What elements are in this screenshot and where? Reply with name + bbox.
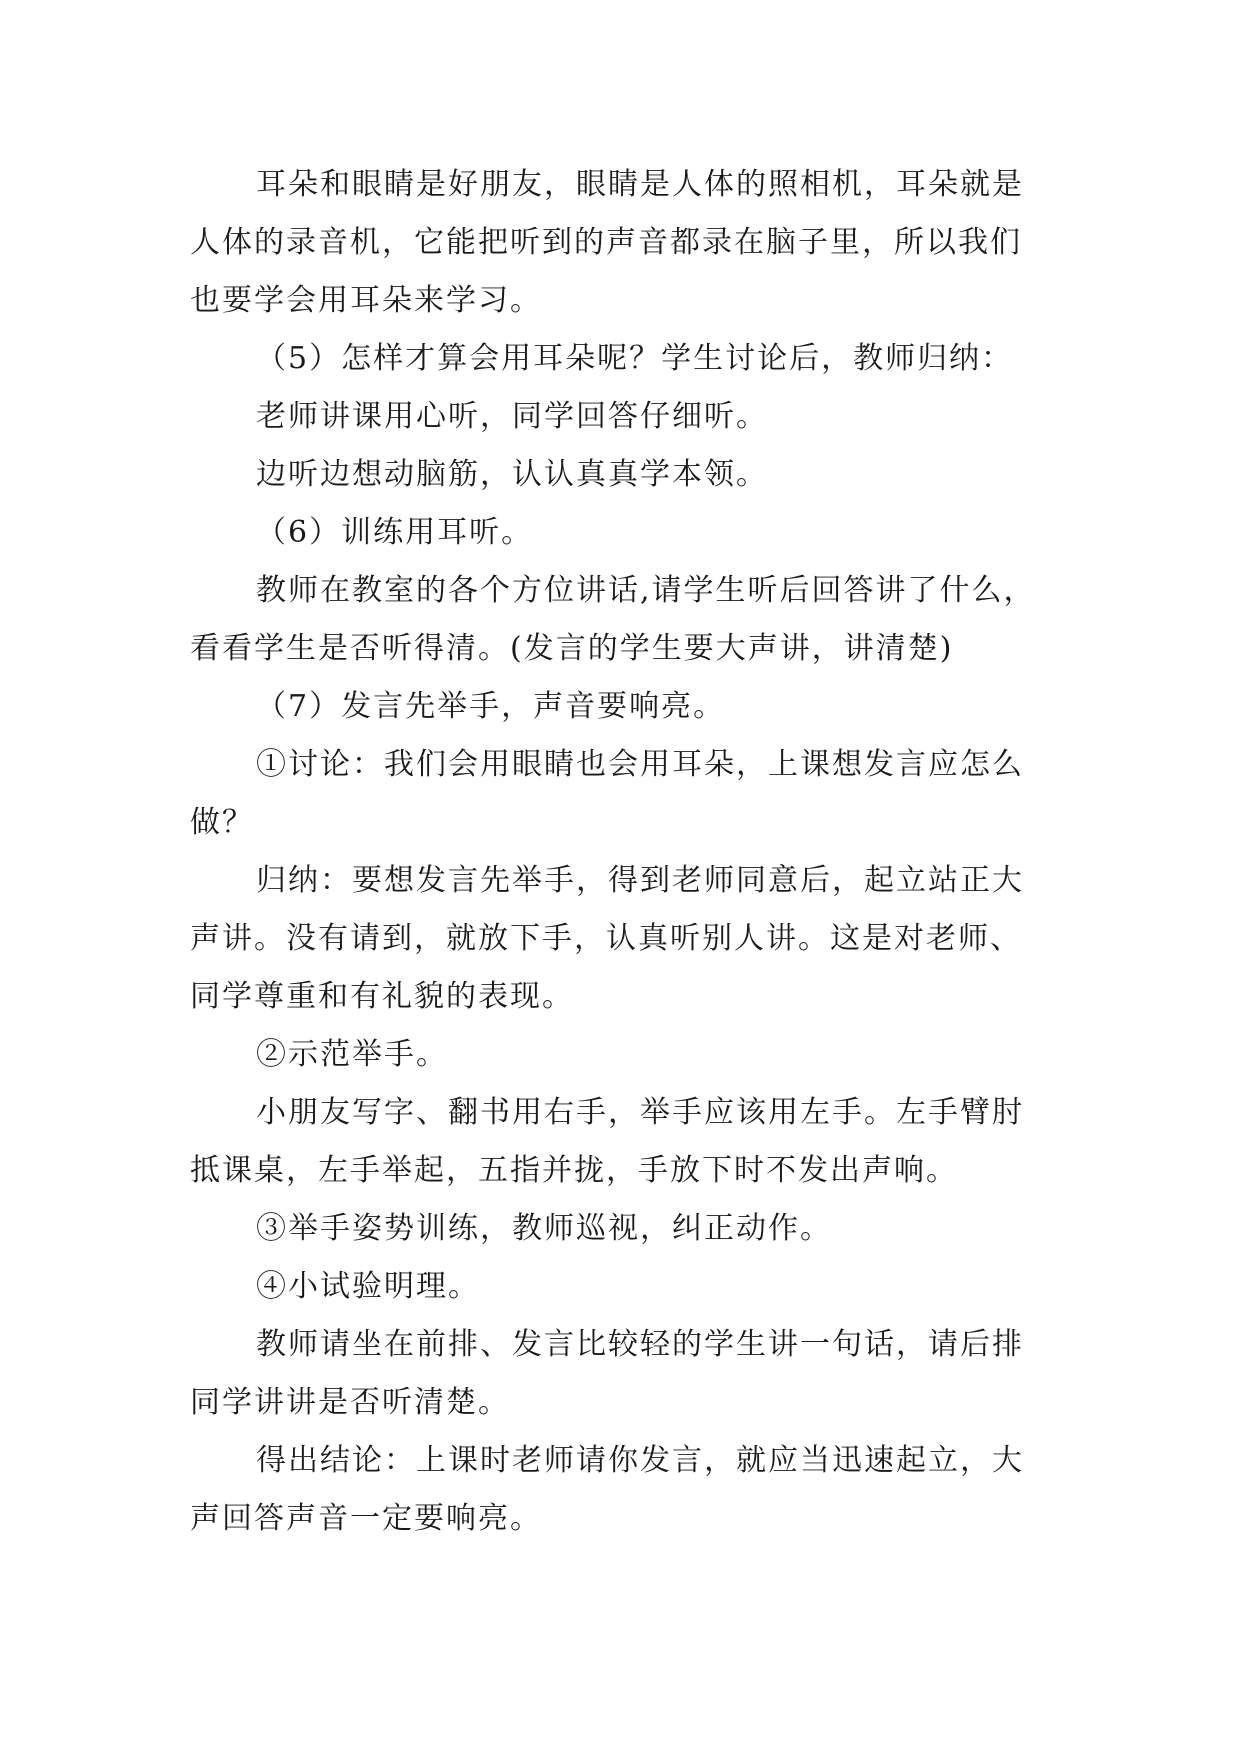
paragraph-13: ④小试验明理。 [256, 1269, 480, 1304]
paragraph-8: ①讨论：我们会用眼睛也会用耳朵，上课想发言应怎么做？ [190, 747, 1024, 840]
paragraph-9: 归纳：要想发言先举手，得到老师同意后，起立站正大声讲。没有请到，就放下手，认真听别人讲。这是对老师、同学尊重和有礼貌的表现。 [190, 863, 1024, 1014]
paragraph-15: 得出结论：上课时老师请你发言，就应当迅速起立，大声回答声音一定要响亮。 [190, 1443, 1024, 1536]
paragraph-11: 小朋友写字、翻书用右手，举手应该用左手。左手臂肘抵课桌，左手举起，五指并拢，手放下时不发出声响。 [190, 1095, 1024, 1188]
paragraph-10: ②示范举手。 [256, 1037, 448, 1072]
paragraph-2: （5）怎样才算会用耳朵呢？学生讨论后，教师归纳： [256, 341, 1014, 376]
paragraph-3: 老师讲课用心听，同学回答仔细听。 [256, 399, 768, 434]
paragraph-14: 教师请坐在前排、发言比较轻的学生讲一句话，请后排同学讲讲是否听清楚。 [190, 1327, 1024, 1420]
paragraph-1: 耳朵和眼睛是好朋友，眼睛是人体的照相机，耳朵就是人体的录音机，它能把听到的声音都录在脑子里，所以我们也要学会用耳朵来学习。 [190, 167, 1024, 318]
paragraph-4: 边听边想动脑筋，认认真真学本领。 [256, 457, 768, 492]
paragraph-12: ③举手姿势训练，教师巡视，纠正动作。 [256, 1211, 832, 1246]
document-body [190, 156, 1050, 1548]
paragraph-5: （6）训练用耳听。 [256, 515, 534, 550]
paragraph-7: （7）发言先举手，声音要响亮。 [256, 689, 726, 724]
paragraph-6: 教师在教室的各个方位讲话,请学生听后回答讲了什么，看看学生是否听得清。(发言的学生要大声讲，讲清楚) [190, 573, 1036, 666]
